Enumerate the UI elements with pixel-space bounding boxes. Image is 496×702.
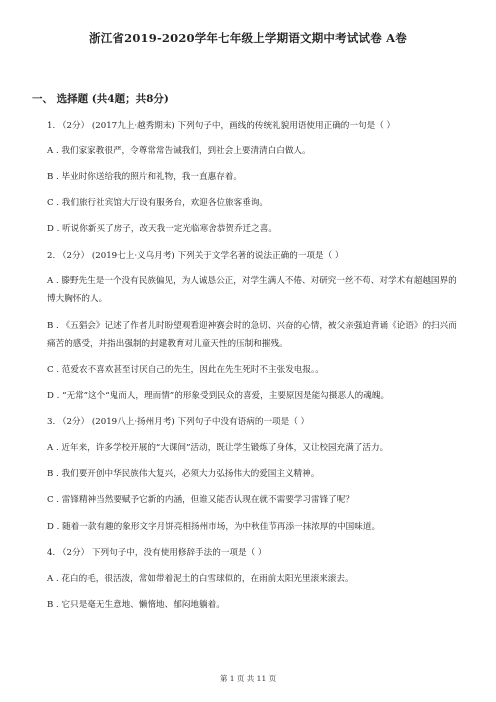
question-2-option-a-cont: 博大胸怀的人。	[47, 294, 108, 304]
question-2-option-b-cont: 痛苦的感受，并指出强制的封建教育对儿童天性的压制和摧残。	[47, 339, 288, 349]
question-2-option-d: D . “无常”这个“鬼而人，理而情”的形象受到民众的喜爱，主要原因是能勾摄恶人的魂魄。	[47, 391, 390, 401]
question-3-option-d: D . 随着一款有趣的象形文字月饼亮相扬州市场，为中秋佳节再添一抹浓厚的中国味道。	[47, 522, 381, 532]
question-2-option-c: C . 范爱农不喜欢甚至讨厌自己的先生，因此在先生死时不主张发电报。。	[47, 365, 324, 375]
question-4-option-b: B . 它只是毫无生意地、懒惰地、郁闷地躺着。	[47, 600, 225, 610]
question-4-option-a: A . 花白的毛，很活泼，常如带着泥土的白雪球似的，在雨前太阳光里滚来滚去。	[47, 574, 354, 584]
question-2-option-a: A . 滕野先生是一个没有民族偏见，为人诚恳公正，对学生满人不倦、对研究一丝不苟、对学术有超越国界的	[47, 276, 457, 286]
question-3-stem: 3. （2分） (2019八上·扬州月考) 下列句子中没有语病的一项是（ ）	[47, 417, 310, 427]
question-1-option-d: D . 听说你新买了房子，改天我一定光临寒舍恭贺乔迁之喜。	[47, 224, 277, 234]
question-4-stem: 4. （2分） 下列句子中，没有使用修辞手法的一项是（ ）	[47, 548, 267, 558]
question-1-option-b: B . 毕业时你送给我的照片和礼物，我一直惠存着。	[47, 172, 242, 182]
question-1-option-a: A . 我们家家教很严，令尊常常告诫我们，到社会上要清清白白做人。	[47, 146, 311, 156]
question-1-stem: 1. （2分） (2017九上·越秀期末) 下列句子中，画线的传统礼貌用语使用正确的一句是（ ）	[47, 121, 396, 131]
question-1-option-c: C . 我们旅行社宾馆大厅设有服务台，欢迎各位旅客垂询。	[47, 198, 269, 208]
question-2-stem: 2. （2分） (2019七上·义乌月考) 下列关于文学名著的说法正确的一项是（ ）	[47, 251, 344, 261]
question-3-option-c: C . 雷锋精神当然要赋予它新的内涵，但谁又能否认现在就不需要学习雷锋了呢？	[47, 495, 354, 505]
document-title: 浙江省2019-2020学年七年级上学期语文期中考试试卷 A卷	[89, 31, 407, 45]
section-heading: 一、 选择题 (共4题；共8分)	[32, 93, 169, 105]
page-footer: 第 1 页 共 11 页	[219, 674, 277, 683]
question-3-option-a: A . 近年来，许多学校开展的“大课间”活动，既让学生锻炼了身体，又让校园充满了活力。	[47, 443, 389, 453]
question-3-option-b: B . 我们要开创中华民族伟大复兴，必须大力弘扬伟大的爱国主义精神。	[47, 469, 320, 479]
question-2-option-b: B . 《五猖会》记述了作者儿时盼望观看迎神赛会时的急切、兴奋的心情，被父亲强迫背诵《论语》的扫兴而	[47, 321, 457, 331]
